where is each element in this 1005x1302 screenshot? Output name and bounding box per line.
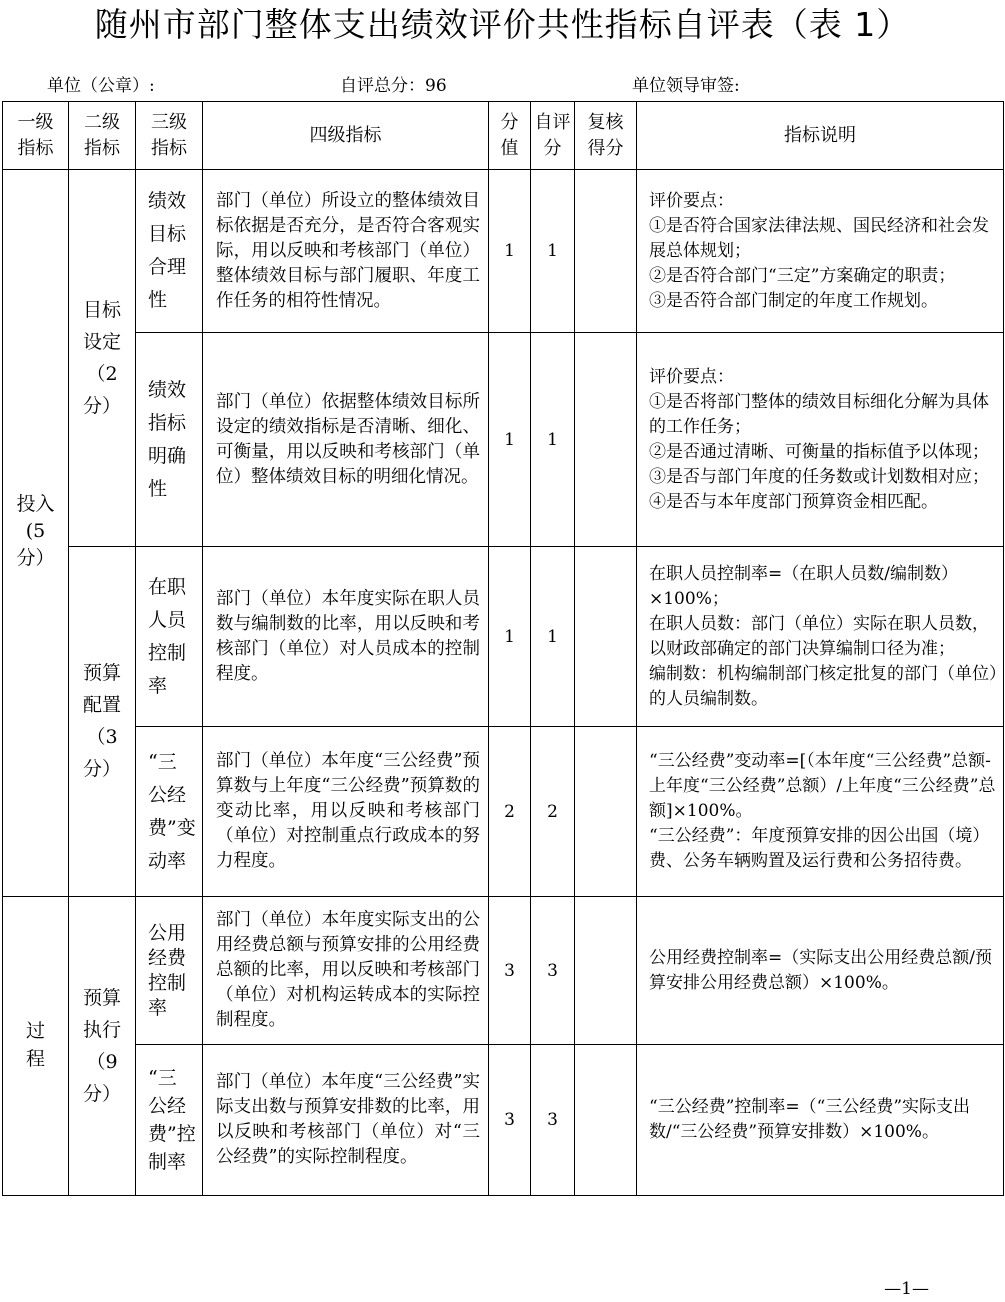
col-header-level3-text: 三级指标 bbox=[151, 111, 187, 159]
level2-cell bbox=[69, 547, 136, 897]
col-header-level4: 四级指标 bbox=[203, 102, 489, 170]
explanation-line: 评价要点： bbox=[649, 366, 734, 387]
table-row bbox=[3, 1045, 1004, 1196]
explanation-line: ③是否符合部门制定的年度工作规划。 bbox=[649, 290, 938, 311]
explanation-cell bbox=[637, 547, 1004, 727]
level2-label: 预算配置（3分） bbox=[82, 662, 121, 780]
level4-cell: 部门（单位）依据整体绩效目标所设定的绩效指标是否清晰、细化、可衡量，用以反映和考核部门（单位）整体绩效目标的明细化情况。 bbox=[203, 333, 489, 547]
level2-label: 预算执行（9分） bbox=[82, 986, 121, 1105]
col-header-explanation: 指标说明 bbox=[637, 102, 1004, 170]
explanation-cell bbox=[637, 897, 1004, 1045]
self-score-cell: 3 bbox=[531, 1045, 575, 1196]
col-header-level1 bbox=[3, 102, 69, 170]
explanation-cell bbox=[637, 727, 1004, 897]
explanation-cell bbox=[637, 170, 1004, 333]
level3-label: 在职人员控制率 bbox=[148, 575, 187, 697]
self-score-cell: 2 bbox=[531, 727, 575, 897]
level3-label: “三公经费”控制率 bbox=[148, 1067, 196, 1173]
total-score-label: 自评总分： bbox=[340, 76, 425, 96]
level1-cell bbox=[3, 897, 69, 1196]
level1-label: 过程 bbox=[25, 1019, 45, 1070]
explanation-line: 编制数：机构编制部门核定批复的部门（单位）的人员编制数。 bbox=[649, 663, 998, 709]
table-row bbox=[3, 170, 1004, 333]
score-cell: 1 bbox=[489, 547, 531, 727]
col-header-review-score-text: 复核得分 bbox=[587, 111, 624, 159]
score-cell: 3 bbox=[489, 1045, 531, 1196]
table-row bbox=[3, 727, 1004, 897]
level4-cell: 部门（单位）本年度“三公经费”实际支出数与预算安排数的比率，用以反映和考核部门（单位）对“三公经费”的实际控制程度。 bbox=[203, 1045, 489, 1196]
table-header-row bbox=[3, 102, 1004, 170]
explanation-line: “三公经费”变动率=[（本年度“三公经费”总额-上年度“三公经费”总额）/上年度“三公经费”总额]×100%。 bbox=[649, 751, 996, 821]
review-score-cell bbox=[575, 1045, 637, 1196]
explanation-line: ②是否通过清晰、可衡量的指标值予以体现； bbox=[649, 441, 989, 462]
review-score-cell bbox=[575, 170, 637, 333]
level3-label: 绩效指标明确性 bbox=[148, 378, 187, 500]
score-cell: 3 bbox=[489, 897, 531, 1045]
level3-cell bbox=[136, 1045, 203, 1196]
evaluation-table bbox=[2, 101, 1004, 1196]
level3-label: “三公经费”变动率 bbox=[148, 750, 196, 872]
total-score bbox=[340, 74, 447, 98]
explanation-line: ③是否与部门年度的任务数或计划数相对应； bbox=[649, 466, 989, 487]
col-header-level3 bbox=[136, 102, 203, 170]
table-row bbox=[3, 897, 1004, 1045]
total-score-value: 96 bbox=[425, 76, 447, 96]
self-score-cell: 1 bbox=[531, 547, 575, 727]
level3-cell bbox=[136, 727, 203, 897]
level2-cell bbox=[69, 897, 136, 1196]
explanation-line: 在职人员控制率=（在职人员数/编制数）×100%； bbox=[649, 563, 958, 609]
score-cell: 2 bbox=[489, 727, 531, 897]
level1-label: 投入(5分） bbox=[16, 493, 55, 569]
explanation-line: 公用经费控制率=（实际支出公用经费总额/预算安排公用经费总额）×100%。 bbox=[649, 947, 992, 993]
col-header-score-text: 分值 bbox=[500, 111, 519, 159]
level2-label: 目标设定（2分） bbox=[82, 298, 121, 417]
review-score-cell bbox=[575, 727, 637, 897]
level3-cell bbox=[136, 170, 203, 333]
level3-cell bbox=[136, 547, 203, 727]
self-score-cell: 1 bbox=[531, 170, 575, 333]
explanation-line: ①是否符合国家法律法规、国民经济和社会发展总体规划； bbox=[649, 215, 989, 261]
level2-cell bbox=[69, 170, 136, 547]
explanation-line: “三公经费”：年度预算安排的因公出国（境）费、公务车辆购置及运行费和公务招待费。 bbox=[649, 826, 990, 871]
col-header-level2-text: 二级指标 bbox=[84, 111, 120, 159]
page-number: —1— bbox=[884, 1279, 929, 1299]
level4-cell: 部门（单位）本年度实际支出的公用经费总额与预算安排的公用经费总额的比率，用以反映和考核部门（单位）对机构运转成本的实际控制程度。 bbox=[203, 897, 489, 1045]
leader-approval-label: 单位领导审签: bbox=[632, 76, 740, 96]
table-row bbox=[3, 547, 1004, 727]
explanation-cell bbox=[637, 333, 1004, 547]
col-header-level1-text: 一级指标 bbox=[17, 111, 54, 159]
level3-label: 绩效目标合理性 bbox=[148, 190, 187, 311]
col-header-score bbox=[489, 102, 531, 170]
explanation-line: ④是否与本年度部门预算资金相匹配。 bbox=[649, 491, 938, 512]
unit-seal-label: 单位（公章）: bbox=[47, 76, 155, 96]
explanation-line: ②是否符合部门“三定”方案确定的职责； bbox=[649, 265, 956, 286]
level4-cell: 部门（单位）所设立的整体绩效目标依据是否充分，是否符合客观实际，用以反映和考核部门（单位）整体绩效目标与部门履职、年度工作任务的相符性情况。 bbox=[203, 170, 489, 333]
score-cell: 1 bbox=[489, 333, 531, 547]
level3-cell bbox=[136, 897, 203, 1045]
level3-cell bbox=[136, 333, 203, 547]
page-title: 随州市部门整体支出绩效评价共性指标自评表（表 1） bbox=[94, 5, 911, 44]
review-score-cell bbox=[575, 547, 637, 727]
self-score-cell: 1 bbox=[531, 333, 575, 547]
review-score-cell bbox=[575, 333, 637, 547]
col-header-self-score bbox=[531, 102, 575, 170]
review-score-cell bbox=[575, 897, 637, 1045]
col-header-review-score bbox=[575, 102, 637, 170]
explanation-line: 评价要点： bbox=[649, 190, 734, 211]
col-header-level2 bbox=[69, 102, 136, 170]
table-row bbox=[3, 333, 1004, 547]
level4-cell: 部门（单位）本年度“三公经费”预算数与上年度“三公经费”预算数的变动比率，用以反映和考核部门（单位）对控制重点行政成本的努力程度。 bbox=[203, 727, 489, 897]
score-cell: 1 bbox=[489, 170, 531, 333]
explanation-line: “三公经费”控制率=（“三公经费”实际支出数/“三公经费”预算安排数）×100%。 bbox=[649, 1097, 971, 1142]
level3-label: 公用经费控制率 bbox=[148, 921, 187, 1019]
explanation-line: ①是否将部门整体的绩效目标细化分解为具体的工作任务； bbox=[649, 391, 989, 437]
self-score-cell: 3 bbox=[531, 897, 575, 1045]
explanation-line: 在职人员数：部门（单位）实际在职人员数，以财政部确定的部门决算编制口径为准； bbox=[649, 613, 989, 659]
col-header-self-score-text: 自评分 bbox=[534, 111, 571, 159]
explanation-cell bbox=[637, 1045, 1004, 1196]
level1-cell bbox=[3, 170, 69, 897]
level4-cell: 部门（单位）本年度实际在职人员数与编制数的比率，用以反映和考核部门（单位）对人员成本的控制程度。 bbox=[203, 547, 489, 727]
